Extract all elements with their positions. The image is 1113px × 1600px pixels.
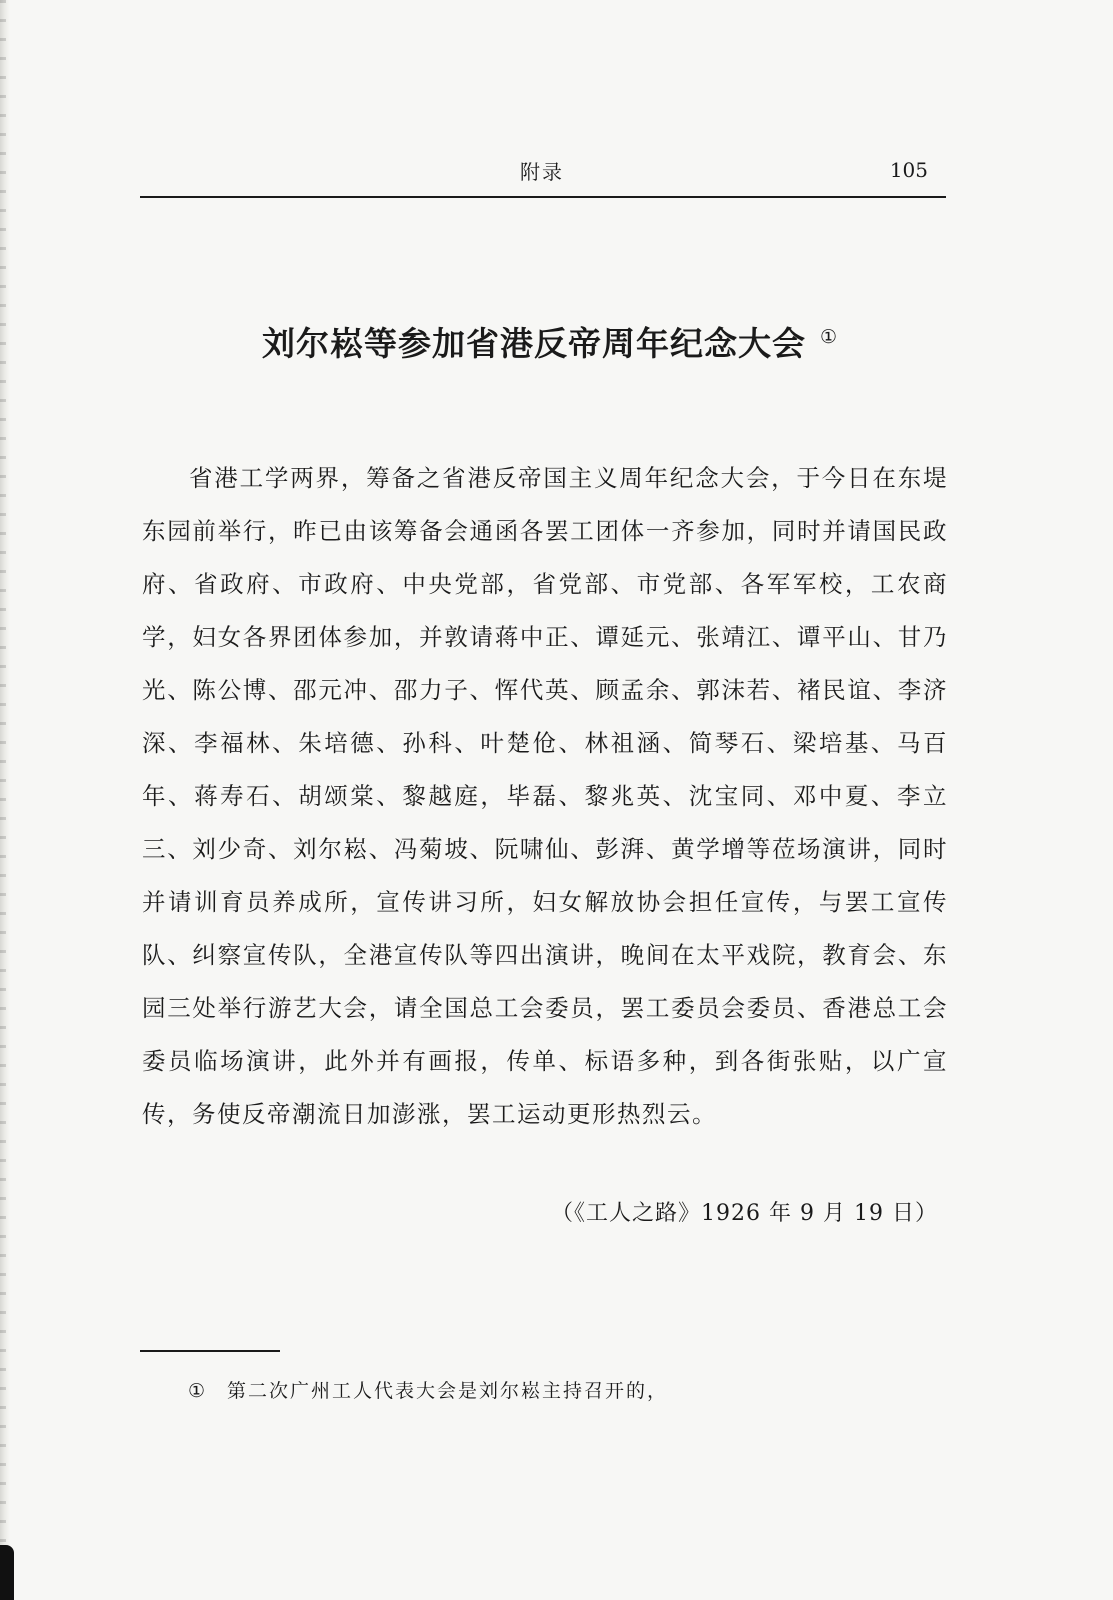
header-section-title: 附录 [520,160,564,184]
footnote [188,1376,668,1403]
article-body: 省港工学两界，筹备之省港反帝国主义周年纪念大会，于今日在东堤东园前举行，昨已由该筹备会通函各罢工团体一齐参加，同时并请国民政府、省政府、市政府、中央党部，省党部、市党部、各军军校，工农商学，妇女各界团体参加，并敦请蒋中正、谭延元、张靖江、谭平山、甘乃光、陈公博、邵元冲、邵力子、恽代英、顾孟余、郭沫若、褚民谊、李济深、李福林、朱培德、孙科、叶楚伧、林祖涵、简琴石、梁培基、马百年、蒋寿石、胡颂棠、黎越庭，毕磊、黎兆英、沈宝同、邓中夏、李立三、刘少奇、刘尔崧、冯菊坡、阮啸仙、彭湃、黄学增等莅场演讲，同时并请训育员养成所，宣传讲习所，妇女解放协会担任宣传，与罢工宣传队、纠察宣传队，全港宣传队等四出演讲，晚间在太平戏院，教育会、东园三处举行游艺大会，请全国总工会委员，罢工委员会委员、香港总工会委员临场演讲，此外并有画报，传单、标语多种，到各街张贴，以广宣传，务使反帝潮流日加澎涨，罢工运动更形热烈云。 [142,464,948,1128]
scan-edge-marks [0,0,6,1600]
footnote-text: 第二次广州工人代表大会是刘尔崧主持召开的， [227,1380,669,1402]
article-title: 刘尔崧等参加省港反帝周年纪念大会 [261,324,806,363]
scan-corner-mark [0,1545,14,1600]
article-title-line [140,318,960,365]
footnote-marker: ① [188,1380,208,1402]
title-footnote-marker: ① [819,326,839,348]
footnote-divider [140,1350,280,1352]
running-header [140,150,946,198]
page-number: 105 [889,158,928,182]
source-citation: （《工人之路》1926 年 9 月 19 日） [551,1201,938,1226]
